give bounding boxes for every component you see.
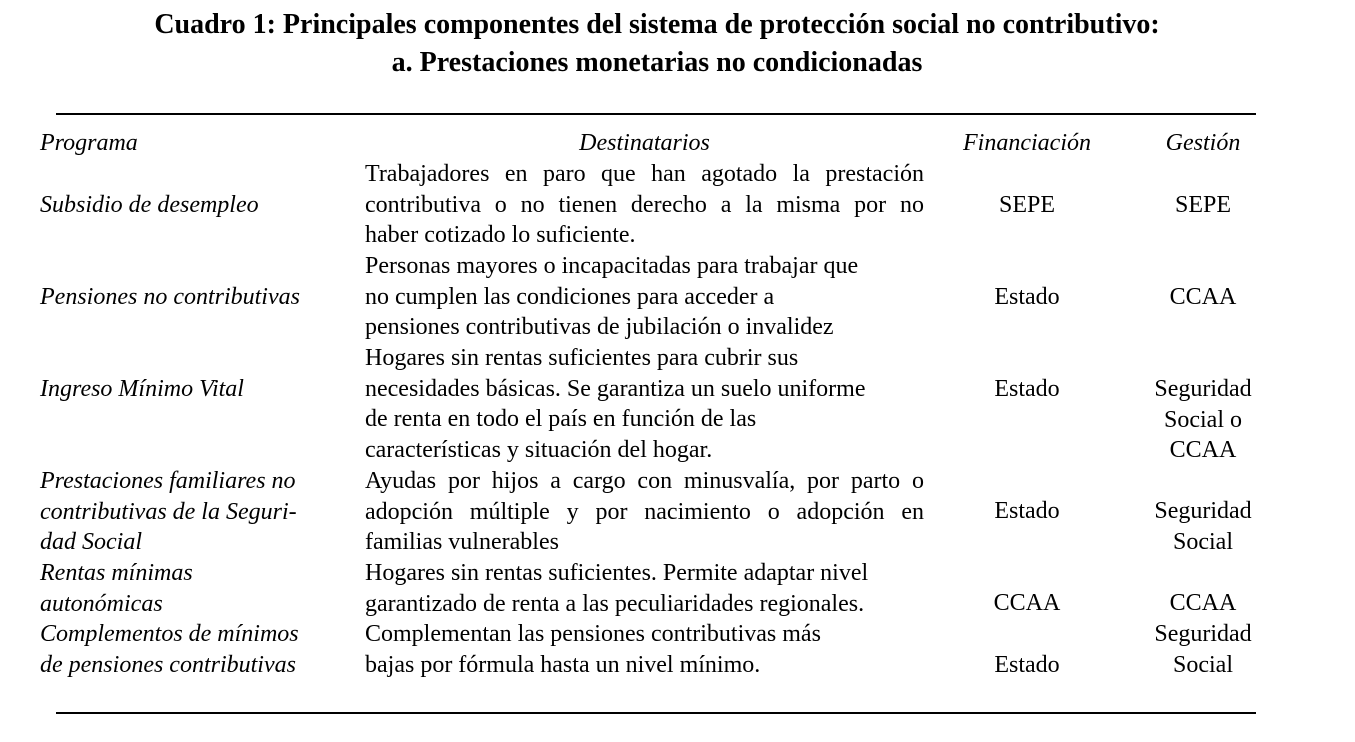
row-financiacion: CCAA	[993, 590, 1061, 616]
row-destinatarios	[365, 343, 865, 466]
row-gestion-line: Seguridad	[1154, 621, 1252, 647]
row-programa	[40, 190, 259, 221]
row-gestion-line: Seguridad	[1154, 376, 1252, 402]
header-destinatarios: Destinatarios	[579, 130, 710, 156]
row-gestion	[1133, 282, 1273, 313]
row-programa-line: Rentas mínimas	[40, 560, 193, 586]
row-programa	[40, 374, 244, 405]
row-programa-line: dad Social	[40, 529, 142, 556]
row-destinatarios	[365, 619, 821, 680]
row-financiacion: SEPE	[998, 192, 1055, 218]
row-destinatarios-line: Trabajadores en paro que han agotado la prestación	[365, 161, 924, 187]
header-financiacion: Financiación	[963, 130, 1091, 156]
row-programa	[40, 466, 297, 558]
row-gestion-line: Social	[1173, 528, 1233, 555]
row-gestion-line: Seguridad	[1154, 498, 1252, 524]
row-destinatarios-line: Ayudas por hijos a cargo con minusvalía, por parto o	[365, 468, 924, 494]
row-gestion	[1133, 190, 1273, 221]
row-destinatarios-line: de renta en todo el país en función de las	[365, 406, 757, 433]
row-financiacion: Estado	[994, 498, 1060, 524]
row-destinatarios-line: familias vulnerables	[365, 529, 559, 556]
row-gestion	[1133, 619, 1273, 680]
row-programa-line: Prestaciones familiares no	[40, 468, 296, 494]
row-financiacion: Estado	[994, 652, 1060, 678]
row-destinatarios-line: garantizado de renta a las peculiaridades regionales.	[365, 590, 865, 617]
row-gestion	[1133, 374, 1273, 466]
row-gestion-line: Social o	[1164, 406, 1242, 433]
row-gestion-line: CCAA	[1169, 590, 1237, 616]
row-programa-line: Ingreso Mínimo Vital	[40, 376, 244, 402]
row-destinatarios	[365, 251, 858, 343]
bottom-rule	[56, 712, 1256, 714]
row-destinatarios-line: Hogares sin rentas suficientes para cubrir sus	[365, 345, 799, 371]
row-destinatarios-line: haber cotizado lo suficiente.	[365, 222, 636, 249]
row-gestion-line: Social	[1173, 651, 1233, 678]
table-title-line-1: Cuadro 1: Principales componentes del sistema de protección social no contributivo:	[154, 9, 1160, 40]
row-destinatarios-line: características y situación del hogar.	[365, 437, 713, 464]
row-gestion-line: CCAA	[1169, 284, 1237, 310]
row-destinatarios	[365, 466, 924, 558]
header-programa: Programa	[40, 130, 138, 156]
row-destinatarios-line: bajas por fórmula hasta un nivel mínimo.	[365, 651, 761, 678]
row-programa-line: Subsidio de desempleo	[40, 192, 259, 218]
row-financiacion: Estado	[994, 376, 1060, 402]
row-programa	[40, 619, 299, 680]
row-destinatarios-line: Complementan las pensiones contributivas más	[365, 621, 821, 647]
row-programa	[40, 558, 193, 619]
top-rule	[56, 113, 1256, 115]
row-programa	[40, 282, 300, 313]
row-programa-line: Pensiones no contributivas	[40, 284, 300, 310]
row-destinatarios-line: Hogares sin rentas suficientes. Permite adaptar nivel	[365, 560, 869, 586]
row-gestion-line: SEPE	[1174, 192, 1231, 218]
row-destinatarios-line: adopción múltiple y por nacimiento o adopción en	[365, 498, 924, 525]
row-programa-line: autonómicas	[40, 590, 163, 617]
row-gestion	[1133, 588, 1273, 619]
row-destinatarios-line: no cumplen las condiciones para acceder a	[365, 283, 775, 310]
row-gestion-line: CCAA	[1169, 437, 1237, 464]
row-destinatarios-line: Personas mayores o incapacitadas para trabajar que	[365, 253, 859, 279]
row-destinatarios-line: pensiones contributivas de jubilación o invalidez	[365, 314, 834, 341]
row-programa-line: contributivas de la Seguri-	[40, 498, 297, 525]
table-title-line-2: a. Prestaciones monetarias no condicionadas	[391, 47, 923, 78]
header-gestion: Gestión	[1165, 130, 1241, 156]
row-destinatarios-line: necesidades básicas. Se garantiza un suelo uniforme	[365, 375, 866, 402]
row-destinatarios	[365, 558, 868, 619]
row-destinatarios	[365, 159, 924, 251]
row-programa-line: Complementos de mínimos	[40, 621, 299, 647]
row-financiacion: Estado	[994, 284, 1060, 310]
row-programa-line: de pensiones contributivas	[40, 651, 296, 678]
row-destinatarios-line: contributiva o no tienen derecho a la misma por no	[365, 191, 924, 218]
row-gestion	[1133, 496, 1273, 557]
